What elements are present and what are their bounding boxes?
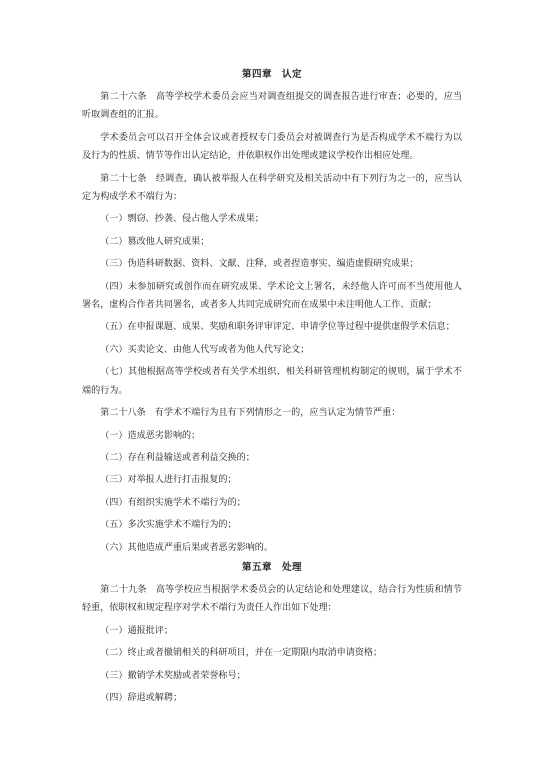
article-27-item-2: （二）篡改他人研究成果； xyxy=(100,236,210,247)
article-28-item-3: （三）对举报人进行打击报复的； xyxy=(100,475,237,486)
article-27-item-1: （一）剽窃、抄袭、侵占他人学术成果； xyxy=(100,214,264,225)
document-page xyxy=(82,68,462,711)
article-28-item-4: （四）有组织实施学术不端行为的； xyxy=(100,497,246,508)
article-28-item-6: （六）其他造成严重后果或者恶劣影响的。 xyxy=(100,542,273,553)
article-27-item-7: （七）其他根据高等学校或者有关学术组织、相关科研管理机构制定的规则，属于学术不端的行为。 xyxy=(82,367,462,396)
article-27-item-5: （五）在申报课题、成果、奖励和职务评审评定、申请学位等过程中提供虚假学术信息； xyxy=(100,322,455,333)
article-29: 第二十九条 高等学校应当根据学术委员会的认定结论和处理建议，结合行为性质和情节轻重，依职权和规定程序对学术不端行为责任人作出如下处理： xyxy=(82,584,462,614)
article-26-paragraph-2: 学术委员会可以召开全体会议或者授权专门委员会对被调查行为是否构成学术不端行为以及行为的性质、情节等作出认定结论，并依职权作出处理或建议学校作出相应处理。 xyxy=(82,132,462,162)
article-29-item-3: （三）撤销学术奖励或者荣誉称号； xyxy=(100,670,246,681)
article-29-item-2: （二）终止或者撤销相关的科研项目，并在一定期限内取消申请资格； xyxy=(100,648,383,659)
chapter-4-heading: 第四章 认定 xyxy=(241,69,302,80)
article-28-item-2: （二）存在利益输送或者利益交换的； xyxy=(100,452,255,463)
article-27-item-4: （四）未参加研究或创作而在研究成果、学术论文上署名，未经他人许可而不当使用他人署名，虚构合作者共同署名，或者多人共同完成研究而在成果中未注明他人工作、贡献； xyxy=(82,281,462,311)
article-28-item-1: （一）造成恶劣影响的； xyxy=(100,430,201,441)
chapter-5-heading: 第五章 处理 xyxy=(241,561,302,573)
article-29-item-1: （一）通报批评； xyxy=(100,625,173,636)
article-28-item-5: （五）多次实施学术不端行为的； xyxy=(100,520,237,531)
article-27: 第二十七条 经调查，确认被举报人在科学研究及相关活动中有下列行为之一的，应当认定为构成学术不端行为： xyxy=(82,173,462,203)
article-27-item-3: （三）伪造科研数据、资料、文献、注释，或者捏造事实、编造虚假研究成果； xyxy=(100,259,419,270)
article-27-item-6: （六）买卖论文、由他人代写或者为他人代写论文； xyxy=(100,344,310,355)
article-28: 第二十八条 有学术不端行为且有下列情形之一的，应当认定为情节严重： xyxy=(100,408,401,419)
article-26: 第二十六条 高等学校学术委员会应当对调查组提交的调查报告进行审查；必要的，应当听取调查组的汇报。 xyxy=(82,92,462,121)
article-29-item-4: （四）辞退或解聘； xyxy=(100,692,183,703)
